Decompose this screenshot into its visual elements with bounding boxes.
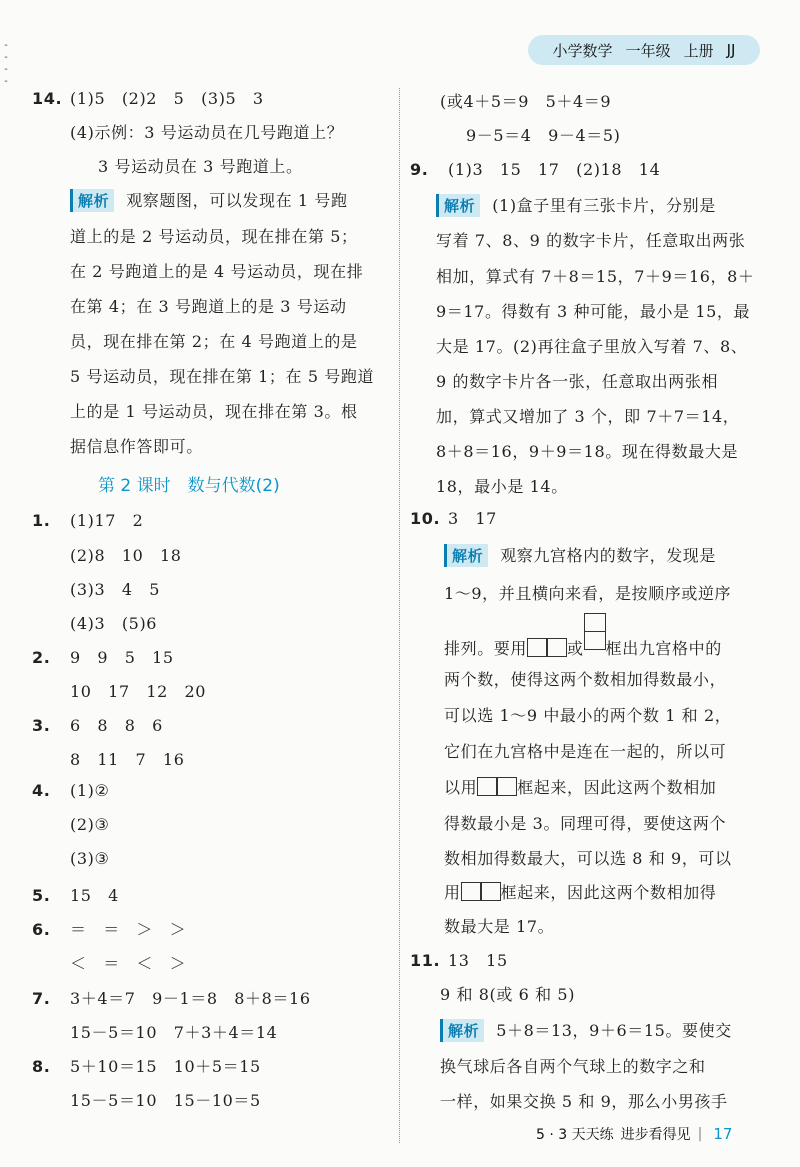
header-badge — [528, 35, 760, 65]
page-footer — [536, 1124, 732, 1144]
q2-line1: 2. 9 9 5 15 — [32, 648, 174, 667]
q8-line1: 8. 5＋10＝15 10＋5＝15 — [32, 1057, 261, 1076]
q14-analysis-line3: 在 2 号跑道上的是 4 号运动员，现在排 — [70, 262, 364, 281]
q9-analysis-line2: 写着 7、8、9 的数字卡片，任意取出两张 — [436, 231, 746, 250]
q14-analysis-line8: 据信息作答即可。 — [70, 437, 203, 456]
q2-line2: 10 17 12 20 — [70, 682, 207, 701]
q11-analysis-line2: 换气球后各自两个气球上的数字之和 — [440, 1057, 706, 1076]
q6-line2: ＜ ＝ ＜ ＞ — [70, 954, 187, 973]
q10-analysis-line5: 可以选 1～9 中最小的两个数 1 和 2， — [444, 706, 732, 725]
header-volume: 上册 — [683, 41, 714, 60]
q10-analysis-line8: 得数最小是 3。同理可得，要使这两个 — [444, 814, 727, 833]
q14-analysis-line2: 道上的是 2 号运动员，现在排在第 5； — [70, 227, 358, 246]
q10-analysis-line6: 它们在九宫格中是连在一起的，所以可 — [444, 742, 727, 761]
q10-analysis-line9: 数相加得数最大，可以选 8 和 9，可以 — [444, 849, 732, 868]
q10-analysis-line1: 解析 观察九宫格内的数字，发现是 — [444, 543, 716, 567]
q14-analysis-line7: 上的是 1 号运动员，现在排在第 3。根 — [70, 402, 358, 421]
q1-line4: (4)3 (5)6 — [70, 614, 158, 633]
q1-line3: (3)3 4 5 — [70, 580, 161, 599]
cont-line2: 9－5＝4 9－4＝5) — [466, 126, 621, 145]
q14-line3: 3 号运动员在 3 号跑道上。 — [98, 157, 303, 176]
analysis-tag: 解析 — [70, 189, 114, 212]
header-subject: 小学数学 — [552, 41, 613, 60]
footer-separator: | — [697, 1126, 703, 1142]
horizontal-box-icon — [527, 638, 547, 657]
q10-line1: 10. 3 17 — [410, 509, 497, 528]
analysis-tag: 解析 — [440, 1019, 484, 1042]
q11-analysis-line1: 解析 5＋8＝13，9＋6＝15。要使交 — [440, 1018, 732, 1042]
binding-marks: - - - - — [3, 40, 10, 87]
q3-line1: 3. 6 8 8 6 — [32, 716, 163, 735]
q11-line2: 9 和 8(或 6 和 5) — [440, 985, 576, 1004]
q10-analysis-line3: 排列。要用 或 框出九宫格中的 — [444, 622, 722, 660]
footer-brand: 5 · 3 天天练 — [536, 1127, 614, 1143]
q11-analysis-line3: 一样，如果交换 5 和 9，那么小男孩手 — [440, 1092, 728, 1111]
q9-analysis-line5: 大是 17。(2)再往盒子里放入写着 7、8、 — [436, 337, 748, 356]
analysis-tag: 解析 — [436, 194, 480, 217]
q4-line3: (3)③ — [70, 849, 110, 868]
q14-analysis-line5: 员，现在排在第 2；在 4 号跑道上的是 — [70, 332, 358, 351]
q6-line1: 6. ＝ ＝ ＞ ＞ — [32, 920, 187, 939]
q14-analysis-line4: 在第 4；在 3 号跑道上的是 3 号运动 — [70, 297, 347, 316]
q11-line1: 11. 13 15 — [410, 951, 508, 970]
q14-analysis-line1: 解析 观察题图，可以发现在 1 号跑 — [70, 188, 348, 212]
horizontal-box-icon — [497, 777, 517, 796]
vertical-box-icon — [584, 622, 606, 660]
q5-line1: 5. 15 4 — [32, 886, 119, 905]
cont-line1: (或4＋5＝9 5＋4＝9 — [440, 92, 612, 111]
section-title: 第 2 课时 数与代数(2) — [98, 476, 280, 496]
q10-analysis-line2: 1～9，并且横向来看，是按顺序或逆序 — [444, 584, 732, 603]
q7-line1: 7. 3＋4＝7 9－1＝8 8＋8＝16 — [32, 989, 311, 1008]
footer-slogan: 进步看得见 — [620, 1127, 691, 1143]
q8-line2: 15－5＝10 15－10＝5 — [70, 1091, 261, 1110]
q9-analysis-line4: 9＝17。得数有 3 种可能，最小是 15，最 — [436, 302, 751, 321]
q1-line1: 1. (1)17 2 — [32, 511, 144, 530]
horizontal-box-icon — [481, 882, 501, 901]
q14-line2: (4)示例：3 号运动员在几号跑道上？ — [70, 123, 344, 142]
column-divider — [399, 88, 400, 1143]
q9-analysis-line8: 8＋8＝16，9＋9＝18。现在得数最大是 — [436, 442, 739, 461]
q9-analysis-line3: 相加，算式有 7＋8＝15，7＋9＝16，8＋ — [436, 267, 755, 286]
page-number: 17 — [713, 1125, 733, 1143]
horizontal-box-icon — [477, 777, 497, 796]
q9-analysis-line9: 18，最小是 14。 — [436, 477, 568, 496]
q9-line1: 9. (1)3 15 17 (2)18 14 — [410, 160, 661, 179]
q9-analysis-line1: 解析 (1)盒子里有三张卡片，分别是 — [436, 193, 716, 217]
q10-analysis-line11: 数最大是 17。 — [444, 917, 555, 936]
q4-line1: 4. (1)② — [32, 781, 110, 800]
header-grade: 一年级 — [625, 41, 671, 60]
q3-line2: 8 11 7 16 — [70, 750, 185, 769]
q10-analysis-line10: 用 框起来，因此这两个数相加得 — [444, 883, 717, 902]
q10-analysis-line4: 两个数，使得这两个数相加得数最小， — [444, 670, 727, 689]
q9-analysis-line6: 9 的数字卡片各一张，任意取出两张相 — [436, 372, 719, 391]
q10-analysis-line7: 以用 框起来，因此这两个数相加 — [444, 778, 717, 797]
header-edition: JJ — [726, 41, 736, 59]
q7-line2: 15－5＝10 7＋3＋4＝14 — [70, 1023, 278, 1042]
q4-line2: (2)③ — [70, 815, 110, 834]
q1-line2: (2)8 10 18 — [70, 546, 182, 565]
q14-analysis-line6: 5 号运动员，现在排在第 1；在 5 号跑道 — [70, 367, 375, 386]
analysis-tag: 解析 — [444, 544, 488, 567]
horizontal-box-icon — [547, 638, 567, 657]
q14-line1: 14. (1)5 (2)2 5 (3)5 3 — [32, 89, 264, 108]
q9-analysis-line7: 加，算式又增加了 3 个，即 7＋7＝14， — [436, 407, 740, 426]
horizontal-box-icon — [461, 882, 481, 901]
